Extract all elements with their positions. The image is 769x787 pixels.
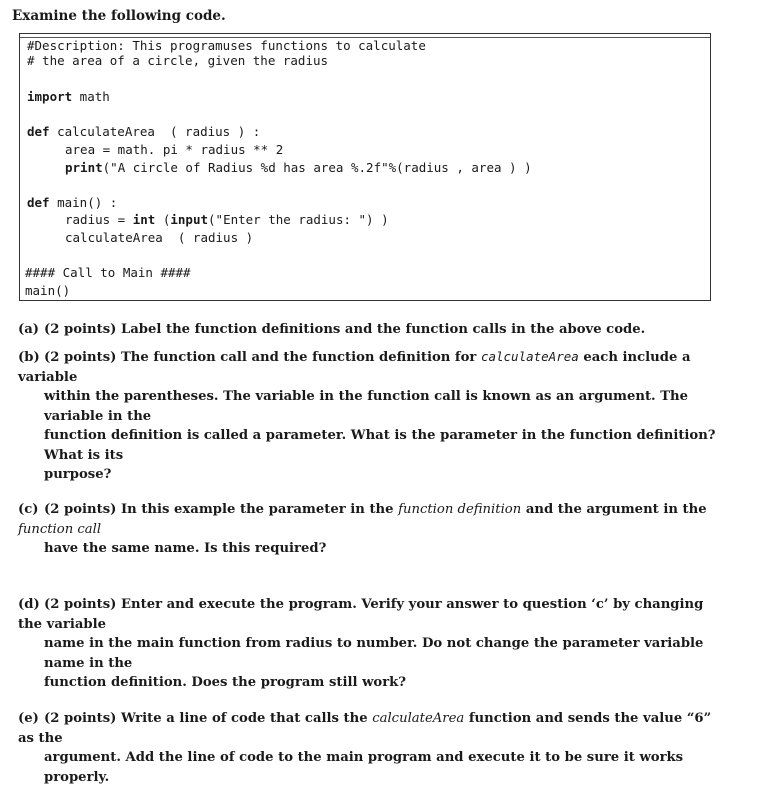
keyword-print: print [65,160,103,175]
code-block [19,33,711,301]
code-line-8 [65,212,389,227]
question-b-text-1: (2 points) The function call and the function definition for [44,350,481,365]
question-c-label: (c) [18,502,39,517]
code-line-10: #### Call to Main #### [25,265,191,280]
question-b-label: (b) [18,350,40,365]
question-c [18,500,718,559]
code-line-2: # the area of a circle, given the radius [27,53,329,68]
question-c-text-4: function call [18,521,102,537]
code-line-8-b: ( [155,212,171,227]
question-d-text-1: (2 points) Enter and execute the program. Verify your answer to question ‘c’ by changing the variable [18,597,704,632]
question-e-text-1: (2 points) Write a line of code that calls the [44,711,373,726]
question-e-line-1 [18,709,718,748]
question-b-line-4: purpose? [44,467,112,482]
question-e-label: (e) [18,711,39,726]
question-a-text-3: and the [340,322,406,337]
code-line-6 [65,160,532,175]
question-d-line-1 [18,595,718,634]
keyword-def: def [27,124,50,139]
question-c-text-2: function definition [398,502,522,517]
question-a-text-4: function calls [405,322,507,337]
keyword-import: import [27,89,73,104]
code-line-8-a: radius = [65,212,133,227]
question-b-line-3: function definition is called a parameter. What is the parameter in the function definition? What is its [44,428,716,463]
code-line-4 [27,124,260,139]
code-line-8-c: ("Enter the radius: ") ) [208,212,389,227]
intro-heading: Examine the following code. [12,8,226,24]
keyword-int: int [132,212,156,227]
code-line-1: #Description: This programuses functions to calculate [27,38,426,53]
keyword-input: input [170,212,209,227]
question-a [18,320,718,340]
question-d-label: (d) [18,597,40,612]
question-b-line-1 [18,347,718,387]
question-a-text-2: function definitions [194,322,341,337]
question-b-code-term: calculateArea [480,349,579,364]
code-line-7 [27,195,117,210]
code-line-3-rest: math [72,89,110,104]
question-d-line-3: function definition. Does the program still work? [44,675,407,690]
code-line-5: area = math. pi * radius ** 2 [65,142,284,157]
code-line-9: calculateArea ( radius ) [65,230,254,245]
question-e-line-2: argument. Add the line of code to the main program and execute it to be sure it works properly. [44,750,684,785]
code-line-11: main() [25,283,71,298]
question-c-line-2: have the same name. Is this required? [44,541,327,556]
question-b-line-2: within the parentheses. The variable in the function call is known as an argument. The variable in the [44,389,689,424]
question-a-text-5: in the above code. [506,322,646,337]
question-b-text-3: each include a variable [18,350,691,385]
question-e [18,709,718,787]
code-line-6-rest: ("A circle of Radius %d has area %.2f"%(radius , area ) ) [102,160,532,175]
keyword-def: def [27,195,50,210]
question-b [18,347,718,485]
code-line-3 [27,89,110,104]
question-d-line-2: name in the main function from radius to number. Do not change the parameter variable name in the [44,636,704,671]
question-e-text-2: calculateArea [372,711,465,726]
question-c-line-1 [18,500,718,539]
question-a-label: (a) [18,322,40,337]
question-c-text-3: and the argument in the [521,502,707,517]
code-line-4-rest: calculateArea ( radius ) : [49,124,261,139]
question-a-text-1: (2 points) Label the [44,322,195,337]
question-d [18,595,718,693]
question-c-text-1: (2 points) In this example the parameter in the [44,502,399,517]
code-line-7-rest: main() : [49,195,118,210]
question-e-text-3: function and sends the value “6” as the [18,711,712,746]
